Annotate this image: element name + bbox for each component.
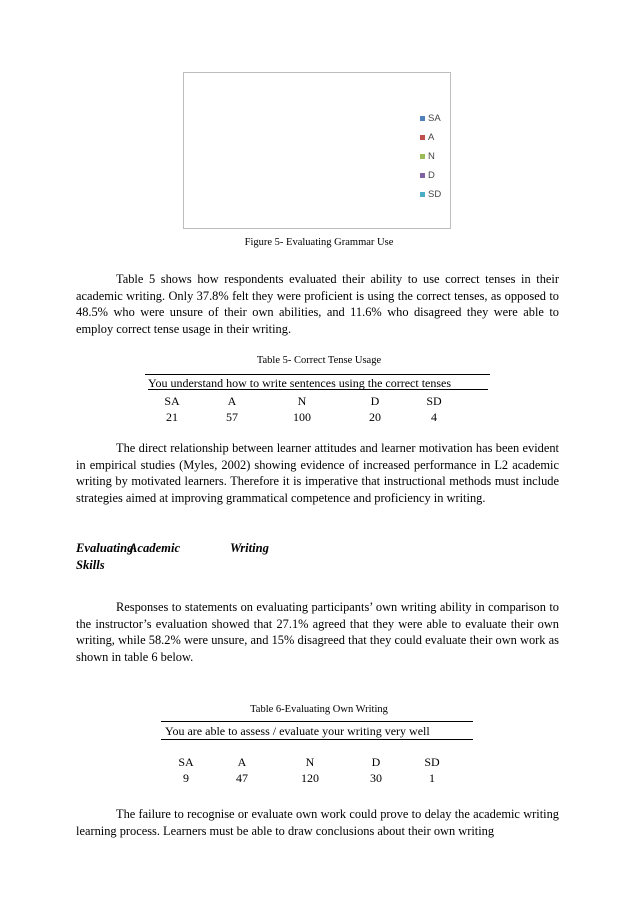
table-6-value-sd: 1 [429, 771, 435, 785]
heading-word-writing: Writing [230, 541, 269, 555]
table-6-header-sa: SA [178, 755, 194, 769]
table-6-value-d: 30 [370, 771, 382, 785]
table-6-statement-rule [161, 739, 473, 740]
legend-label-n: N [428, 150, 435, 162]
table-5-statement: You understand how to write sentences using the correct tenses [148, 376, 452, 390]
paragraph-table6-intro: Responses to statements on evaluating participants’ own writing ability in comparison to the instructor’s evaluation showed that 27.1% agreed that they were able to evaluate their own writing, while 58.2% were unsure, and 15% disagreed that they could evaluate their own work as shown in table 6 below. [76, 600, 559, 665]
legend-item-n [420, 147, 441, 166]
table-6-caption: Table 6-Evaluating Own Writing [250, 704, 388, 715]
table-6-header-sd: SD [424, 755, 440, 769]
table-6-value-sa: 9 [183, 771, 189, 785]
chart-legend [420, 109, 441, 204]
heading-word-evaluating: Evaluating [76, 541, 134, 555]
legend-item-sa [420, 109, 441, 128]
table-6-header-d: D [371, 755, 381, 769]
table-6-header-n: N [305, 755, 315, 769]
legend-item-d [420, 166, 441, 185]
legend-swatch-a [420, 135, 425, 140]
table-5-caption: Table 5- Correct Tense Usage [256, 355, 382, 366]
heading-word-skills: Skills [76, 558, 105, 572]
table-5-header-sa: SA [164, 394, 180, 408]
table-6-value-n: 120 [301, 771, 319, 785]
table-5-value-n: 100 [293, 410, 311, 424]
table-6-top-rule [161, 721, 473, 722]
legend-item-sd [420, 185, 441, 204]
legend-swatch-sa [420, 116, 425, 121]
legend-label-a: A [428, 131, 435, 143]
table-5-top-rule [145, 374, 490, 375]
figure-5-caption: Figure 5- Evaluating Grammar Use [244, 237, 394, 248]
paragraph-failure: The failure to recognise or evaluate own work could prove to delay the academic writing learning process. Learners must be able to draw conclusions about their own writing [76, 807, 559, 838]
figure-5-chart [183, 72, 451, 229]
table-6-header-a: A [237, 755, 247, 769]
table-5-header-a: A [227, 394, 237, 408]
table-6-statement: You are able to assess / evaluate your writing very well [165, 724, 430, 738]
table-5-header-n: N [297, 394, 307, 408]
table-5-header-d: D [370, 394, 380, 408]
legend-swatch-sd [420, 192, 425, 197]
table-5-value-d: 20 [369, 410, 381, 424]
table-5-statement-rule [148, 389, 488, 390]
paragraph-table5-intro: Table 5 shows how respondents evaluated their ability to use correct tenses in their academic writing. Only 37.8% felt they were proficient is using the correct tenses, as opposed to 48.5% who were unsure of their own abilities, and 11.6% who disagreed they were able to employ correct tense usage in their writing. [76, 272, 559, 337]
table-5-value-sd: 4 [431, 410, 437, 424]
legend-swatch-n [420, 154, 425, 159]
legend-label-d: D [428, 169, 435, 181]
legend-swatch-d [420, 173, 425, 178]
legend-label-sa: SA [428, 112, 441, 124]
heading-word-academic: Academic [129, 541, 181, 555]
section-heading [76, 540, 376, 576]
table-6-value-a: 47 [236, 771, 248, 785]
legend-item-a [420, 128, 441, 147]
legend-label-sd: SD [428, 188, 442, 200]
table-5-value-a: 57 [226, 410, 238, 424]
paragraph-motivation: The direct relationship between learner attitudes and learner motivation has been evident in empirical studies (Myles, 2002) showing evidence of increased performance in L2 academic writing by motivated learners. Therefore it is imperative that instructional methods must include strategies aimed at improving grammatical competence and proficiency in writing. [76, 441, 559, 506]
table-5-header-sd: SD [426, 394, 442, 408]
table-5-value-sa: 21 [166, 410, 178, 424]
